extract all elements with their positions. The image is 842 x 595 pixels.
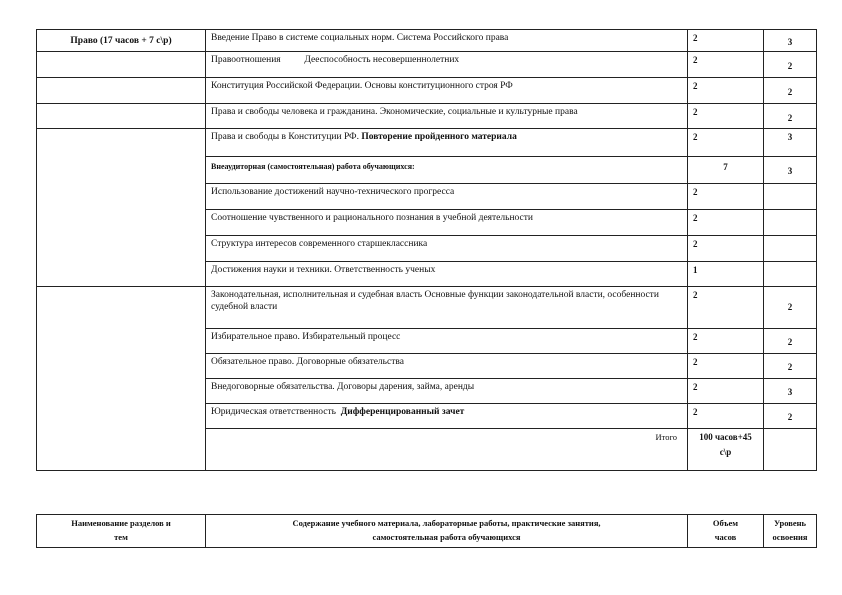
content-cell: Соотношение чувственного и рационального познания в учебной деятельности <box>206 210 688 236</box>
section-cell <box>37 104 206 129</box>
level-cell: 2 <box>764 329 817 354</box>
header-col4-line2: освоения <box>772 532 808 542</box>
section-cell <box>37 287 206 471</box>
header-section-names <box>37 515 206 548</box>
content-cell: Избирательное право. Избирательный процесс <box>206 329 688 354</box>
content-cell: Достижения науки и техники. Ответственность ученых <box>206 262 688 287</box>
section-cell <box>37 129 206 287</box>
level-cell: 3 <box>764 30 817 52</box>
header-col2-line2: самостоятельная работа обучающихся <box>372 532 521 542</box>
section-cell <box>37 78 206 104</box>
header-hours <box>688 515 764 548</box>
level-cell: 2 <box>764 104 817 129</box>
header-row <box>37 515 817 548</box>
level-cell: 3 <box>764 129 817 157</box>
level-cell: 2 <box>764 404 817 429</box>
level-cell: 2 <box>764 78 817 104</box>
table-row <box>37 78 817 104</box>
content-cell <box>206 404 688 429</box>
table-row <box>37 30 817 52</box>
header-level <box>764 515 817 548</box>
content-cell: Конституция Российской Федерации. Основы конституционного строя РФ <box>206 78 688 104</box>
hours-cell: 2 <box>688 354 764 379</box>
level-cell <box>764 262 817 287</box>
hours-cell: 2 <box>688 104 764 129</box>
hours-cell: 2 <box>688 184 764 210</box>
content-cell: Правоотношения Дееспособность несовершеннолетних <box>206 52 688 78</box>
level-cell: 3 <box>764 157 817 184</box>
hours-cell: 2 <box>688 329 764 354</box>
hours-cell: 2 <box>688 129 764 157</box>
hours-cell: 7 <box>688 157 764 184</box>
header-col3-line1: Объем <box>712 518 739 528</box>
level-cell <box>764 236 817 262</box>
hours-cell: 2 <box>688 404 764 429</box>
level-cell: 2 <box>764 287 817 329</box>
total-label: Итого <box>206 429 688 471</box>
content-cell: Обязательное право. Договорные обязательства <box>206 354 688 379</box>
total-hours-cell <box>688 429 764 471</box>
header-col3-line2: часов <box>714 532 737 542</box>
total-hours-line1: 100 часов+45 <box>699 432 752 442</box>
content-cell <box>206 129 688 157</box>
level-cell: 3 <box>764 379 817 404</box>
column-header-table <box>36 514 817 548</box>
content-cell: Введение Право в системе социальных норм. Система Российского права <box>206 30 688 52</box>
level-cell <box>764 210 817 236</box>
section-cell <box>37 52 206 78</box>
section-title: Право (17 часов + 7 с\р) <box>70 36 172 46</box>
hours-cell: 2 <box>688 30 764 52</box>
hours-cell: 2 <box>688 287 764 329</box>
header-content <box>206 515 688 548</box>
header-col4-line1: Уровень <box>773 518 807 528</box>
content-text: Права и свободы в Конституции РФ. <box>211 132 362 142</box>
level-cell <box>764 429 817 471</box>
content-cell: Законодательная, исполнительная и судебная власть Основные функции законодательной власти, особенности судебной власти <box>206 287 688 329</box>
hours-cell: 2 <box>688 210 764 236</box>
level-cell <box>764 184 817 210</box>
header-col2-line1: Содержание учебного материала, лабораторные работы, практические занятия, <box>292 518 601 528</box>
hours-cell: 1 <box>688 262 764 287</box>
content-text: Юридическая ответственность <box>211 407 341 417</box>
hours-cell: 2 <box>688 78 764 104</box>
content-cell: Использование достижений научно-технического прогресса <box>206 184 688 210</box>
hours-cell: 2 <box>688 236 764 262</box>
content-cell: Права и свободы человека и гражданина. Экономические, социальные и культурные права <box>206 104 688 129</box>
header-col1-line2: тем <box>114 532 128 542</box>
level-cell: 2 <box>764 52 817 78</box>
content-emphasis: Повторение пройденного материала <box>361 132 517 142</box>
table-row <box>37 287 817 329</box>
table-row <box>37 129 817 157</box>
content-cell: Структура интересов современного старшеклассника <box>206 236 688 262</box>
table-row <box>37 104 817 129</box>
hours-cell: 2 <box>688 379 764 404</box>
table-row <box>37 52 817 78</box>
section-title-cell <box>37 30 206 52</box>
curriculum-table <box>36 29 817 471</box>
level-cell: 2 <box>764 354 817 379</box>
content-cell: Внеаудиторная (самостоятельная) работа обучающихся: <box>206 157 688 184</box>
content-emphasis: Дифференцированный зачет <box>340 407 465 417</box>
header-col1-line1: Наименование разделов и <box>71 518 171 528</box>
total-hours-line2: с\р <box>719 447 732 457</box>
hours-cell: 2 <box>688 52 764 78</box>
content-cell: Внедоговорные обязательства. Договоры дарения, займа, аренды <box>206 379 688 404</box>
